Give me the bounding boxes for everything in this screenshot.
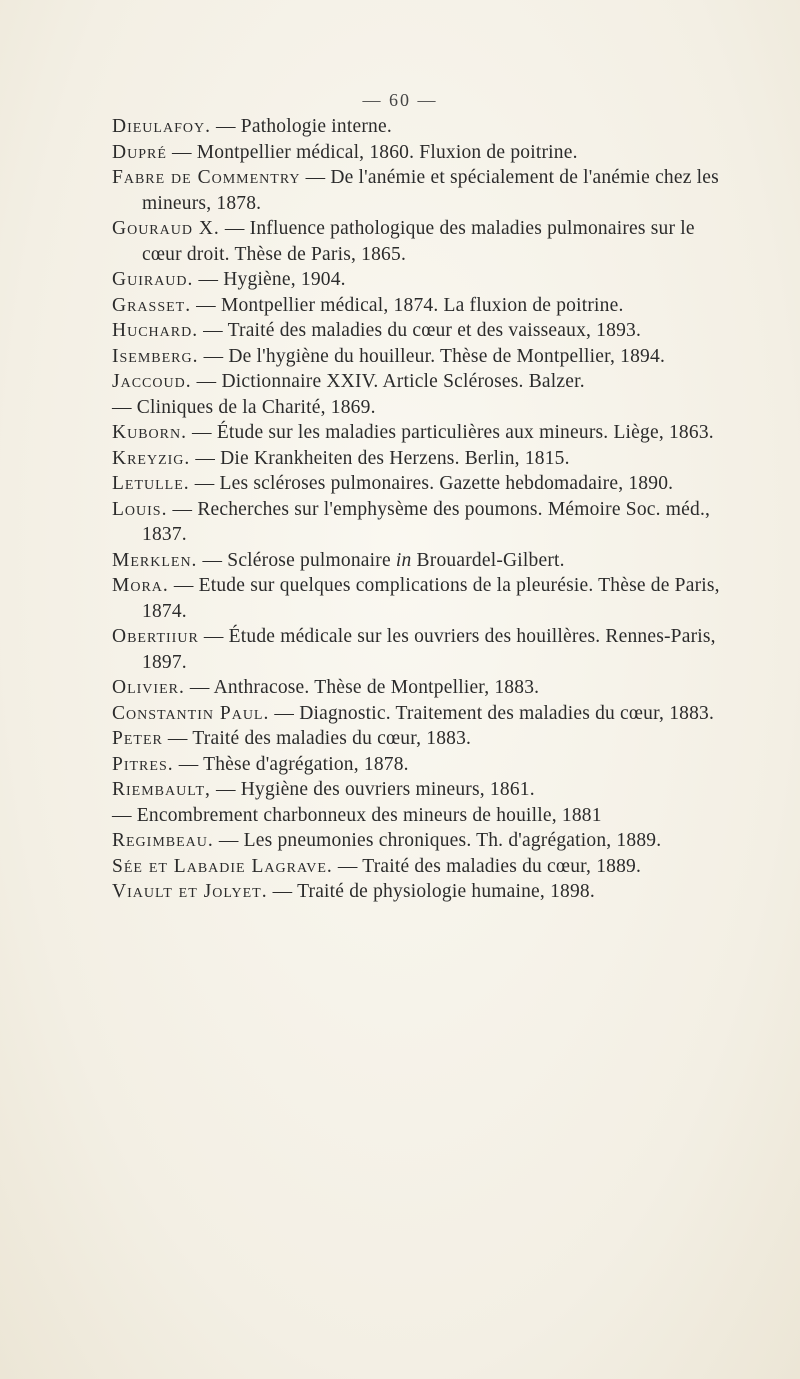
- entry-author: Dupré: [112, 141, 167, 163]
- bibliography-entry: [112, 344, 732, 370]
- entry-text: — Montpellier médical, 1860. Fluxion de poitrine.: [166, 141, 578, 163]
- bibliography-entry: [112, 854, 732, 880]
- bibliography-entry: [112, 318, 732, 344]
- bibliography-entry: [112, 471, 732, 497]
- bibliography-entry: [112, 828, 732, 854]
- entry-text: — Cliniques de la Charité, 1869.: [112, 396, 376, 418]
- entry-text: — De l'hygiène du houilleur. Thèse de Montpellier, 1894.: [198, 345, 666, 367]
- bibliography-entry: [112, 165, 732, 216]
- entry-text: — De l'anémie et spécialement de l'anémie chez les mineurs, 1878.: [142, 167, 719, 214]
- entry-text: — Etude sur quelques complications de la pleurésie. Thèse de Paris, 1874.: [142, 575, 720, 622]
- entry-text: — Les pneumonies chroniques. Th. d'agrégation, 1889.: [213, 830, 662, 851]
- entry-text: — Anthracose. Thèse de Montpellier, 1883.: [184, 677, 540, 698]
- entry-author: Olivier.: [112, 677, 185, 698]
- entry-author: Kuborn.: [112, 422, 187, 443]
- entry-text: — Traité des maladies du cœur, 1883.: [162, 728, 472, 749]
- entry-text: — Étude médicale sur les ouvriers des houillères. Rennes-Paris, 1897.: [142, 626, 716, 673]
- bibliography-entry: [112, 701, 732, 727]
- bibliography-entry: [112, 675, 732, 701]
- entry-author: Letulle.: [112, 473, 190, 494]
- entry-text: — Traité des maladies du cœur et des vaisseaux, 1893.: [198, 320, 642, 341]
- bibliography-entry: [112, 726, 732, 752]
- entry-author: Guiraud.: [112, 269, 194, 290]
- entry-author: Grasset.: [112, 294, 192, 316]
- entry-author: Obertiiur: [112, 626, 199, 647]
- entry-author: Peter: [112, 728, 163, 749]
- bibliography-entry: [112, 395, 732, 421]
- entry-author: Gouraud X.: [112, 218, 220, 239]
- entry-author: Constantin Paul.: [112, 702, 270, 724]
- bibliography-entry: [112, 497, 732, 548]
- bibliography-entry: [112, 752, 732, 778]
- entry-italic: in: [395, 549, 412, 571]
- entry-author: Dieulafoy.: [112, 116, 211, 137]
- entry-author: Kreyzig.: [112, 447, 191, 469]
- bibliography-list: [112, 114, 732, 905]
- entry-text: — Die Krankheiten des Herzens. Berlin, 1815.: [190, 447, 570, 469]
- entry-text-after: Brouardel-Gilbert.: [411, 549, 565, 571]
- bibliography-entry: [112, 879, 732, 905]
- bibliography-entry: [112, 267, 732, 293]
- page-number: — 60 —: [362, 90, 438, 110]
- bibliography-entry: [112, 216, 732, 267]
- bibliography-entry: [112, 803, 732, 829]
- entry-text: — Hygiène des ouvriers mineurs, 1861.: [210, 779, 535, 800]
- entry-text: — Hygiène, 1904.: [193, 269, 346, 290]
- entry-author: Riembault,: [112, 779, 211, 800]
- entry-author: Viault et Jolyet.: [112, 881, 268, 902]
- entry-author: Mora.: [112, 575, 169, 596]
- entry-author: Jaccoud.: [112, 371, 192, 392]
- entry-author: Sée et Labadie Lagrave.: [112, 855, 333, 877]
- entry-text: — Montpellier médical, 1874. La fluxion de poitrine.: [191, 294, 624, 316]
- bibliography-entry: [112, 293, 732, 319]
- entry-text: — Étude sur les maladies particulières aux mineurs. Liège, 1863.: [186, 422, 714, 443]
- entry-author: Louis.: [112, 498, 168, 520]
- entry-text: — Pathologie interne.: [210, 116, 392, 137]
- entry-author: Isemberg.: [112, 345, 199, 367]
- entry-author: Merklen.: [112, 549, 198, 571]
- entry-text: — Les scléroses pulmonaires. Gazette hebdomadaire, 1890.: [189, 473, 674, 494]
- entry-text: — Encombrement charbonneux des mineurs de houille, 1881: [112, 804, 602, 826]
- entry-text: — Sclérose pulmonaire: [197, 549, 396, 571]
- bibliography-entry: [112, 369, 732, 395]
- bibliography-entry: [112, 548, 732, 574]
- bibliography-entry: [112, 114, 732, 140]
- bibliography-entry: [112, 140, 732, 166]
- bibliography-entry: [112, 573, 732, 624]
- entry-author: Huchard.: [112, 320, 199, 341]
- entry-author: Pitres.: [112, 753, 174, 775]
- entry-text: — Traité des maladies du cœur, 1889.: [332, 855, 642, 877]
- entry-text: — Dictionnaire XXIV. Article Scléroses. Balzer.: [191, 371, 585, 392]
- entry-text: — Influence pathologique des maladies pulmonaires sur le cœur droit. Thèse de Paris, 1865.: [142, 218, 695, 265]
- entry-text: — Thèse d'agrégation, 1878.: [173, 753, 409, 775]
- bibliography-entry: [112, 777, 732, 803]
- bibliography-entry: [112, 420, 732, 446]
- bibliography-entry: [112, 624, 732, 675]
- entry-text: — Recherches sur l'emphysème des poumons. Mémoire Soc. méd., 1837.: [142, 498, 711, 545]
- entry-text: — Diagnostic. Traitement des maladies du cœur, 1883.: [269, 702, 715, 724]
- entry-author: Fabre de Commentry: [112, 167, 301, 188]
- entry-text: — Traité de physiologie humaine, 1898.: [267, 881, 595, 902]
- bibliography-entry: [112, 446, 732, 472]
- entry-author: Regimbeau.: [112, 830, 214, 851]
